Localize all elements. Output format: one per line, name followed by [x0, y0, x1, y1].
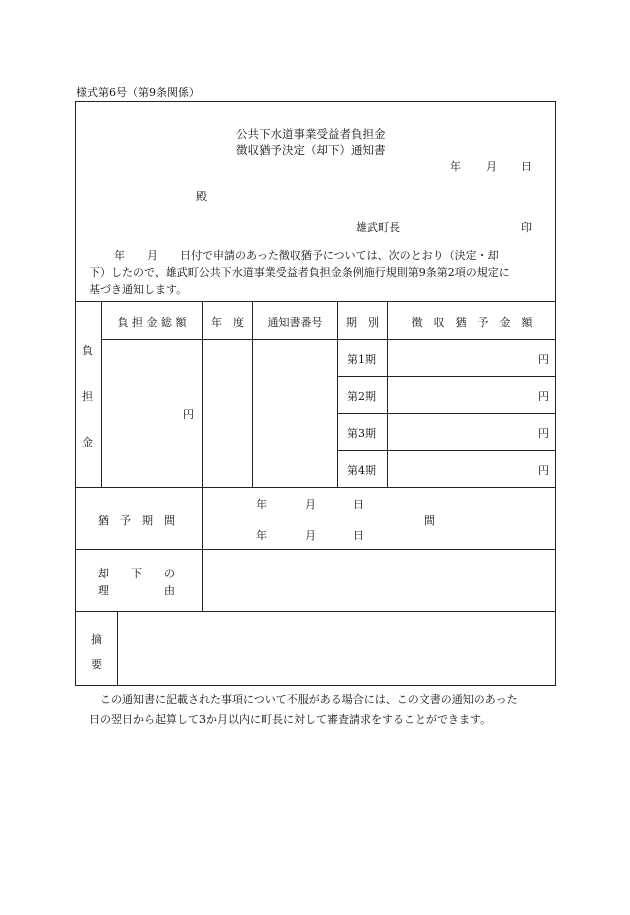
seal-mark: 印	[521, 221, 532, 234]
title-line-1: 公共下水道事業受益者負担金	[236, 127, 386, 141]
header-fiscal-year: 年 度	[211, 316, 244, 329]
addressee-suffix: 殿	[196, 190, 207, 203]
term-3-unit: 円	[538, 427, 549, 440]
body-line-3: 基づき通知します。	[89, 283, 188, 296]
rejection-label-line-1: 却 下 の	[98, 567, 175, 580]
period-end-month: 月	[305, 529, 316, 542]
header-term: 期 別	[346, 316, 379, 329]
term-1-label: 第1期	[347, 353, 376, 366]
section-label-char-1: 負	[82, 344, 93, 357]
remarks-label-char-2: 要	[91, 658, 102, 671]
period-span: 間	[424, 514, 435, 527]
form-number: 様式第6号（第9条関係）	[76, 86, 200, 99]
footer-line-1: この通知書に記載された事項について不服がある場合には、この文書の通知のあった	[100, 693, 518, 706]
date-month: 月	[486, 160, 497, 173]
term-4-unit: 円	[538, 464, 549, 477]
period-start-year: 年	[256, 498, 267, 511]
notice-form	[75, 101, 556, 686]
date-year: 年	[450, 160, 461, 173]
term-2-label: 第2期	[347, 390, 376, 403]
deferral-period-label: 猶 予 期 間	[98, 514, 175, 527]
total-amount-unit: 円	[183, 408, 194, 421]
term-2-unit: 円	[538, 390, 549, 403]
body-line-1: 年 月 日付で申請のあった徴収猶予については、次のとおり（決定・却	[92, 249, 499, 262]
period-start-day: 日	[353, 498, 364, 511]
section-label-char-2: 担	[82, 390, 93, 403]
rejection-label-line-2: 理 由	[98, 584, 175, 597]
period-end-day: 日	[353, 529, 364, 542]
term-3-label: 第3期	[347, 427, 376, 440]
header-deferred-amount: 徴 収 猶 予 金 額	[411, 316, 533, 329]
date-day: 日	[521, 160, 532, 173]
issuer-name: 雄武町長	[356, 221, 400, 234]
footer-line-2: 日の翌日から起算して3か月以内に町長に対して審査請求をすることができます。	[89, 713, 492, 726]
title-line-2: 徴収猶予決定（却下）通知書	[236, 143, 386, 157]
remarks-label-char-1: 摘	[91, 633, 102, 646]
body-line-2: 下）したので、雄武町公共下水道事業受益者負担金条例施行規則第9条第2項の規定に	[89, 266, 510, 279]
section-label-char-3: 金	[82, 436, 93, 449]
period-end-year: 年	[256, 529, 267, 542]
header-notice-number: 通知書番号	[267, 316, 323, 329]
header-total-amount: 負 担 金 総 額	[117, 316, 187, 329]
term-1-unit: 円	[538, 353, 549, 366]
term-4-label: 第4期	[347, 464, 376, 477]
period-start-month: 月	[305, 498, 316, 511]
